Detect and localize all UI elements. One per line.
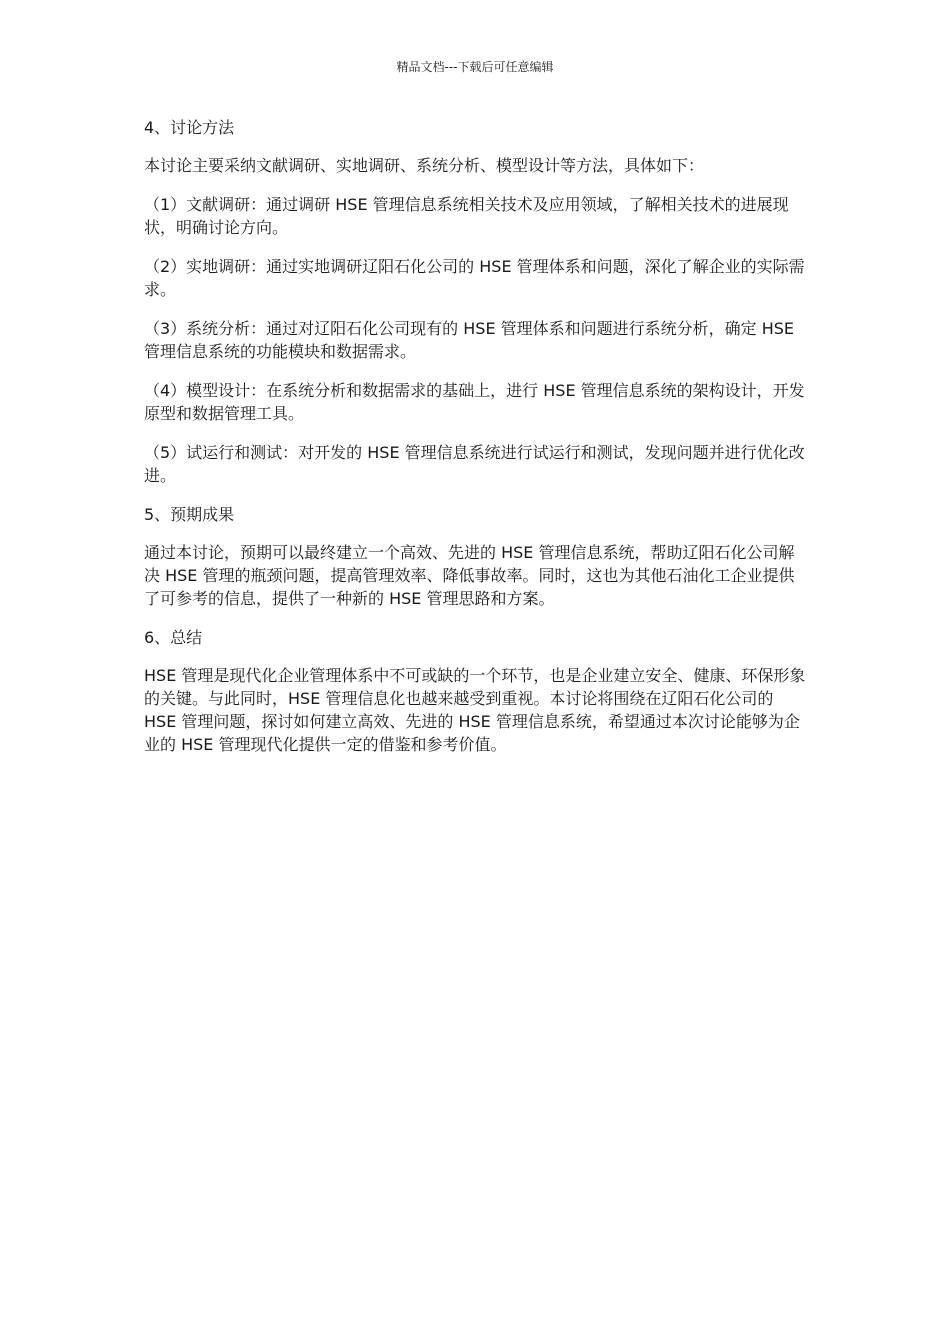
summary-body: HSE 管理是现代化企业管理体系中不可或缺的一个环节，也是企业建立安全、健康、环保形象的关键。与此同时，HSE 管理信息化也越来越受到重视。本讨论将围绕在辽阳石化公司的 HSE 管理问题，探讨如何建立高效、先进的 HSE 管理信息系统，希望通过本次讨论能够为企业的 HSE 管理现代化提供一定的借鉴和参考价值。 xyxy=(144,666,806,754)
document-body xyxy=(144,116,806,772)
methods-intro: 本讨论主要采纳文献调研、实地调研、系统分析、模型设计等方法，具体如下： xyxy=(144,156,705,175)
section-heading-expected-results: 5、预期成果 xyxy=(144,505,235,524)
section-heading-summary: 6、总结 xyxy=(144,628,203,647)
method-item-system-analysis: （3）系统分析：通过对辽阳石化公司现有的 HSE 管理体系和问题进行系统分析，确定 HSE 管理信息系统的功能模块和数据需求。 xyxy=(144,319,795,361)
method-item-trial-testing: （5）试运行和测试：对开发的 HSE 管理信息系统进行试运行和测试，发现问题并进行优化改进。 xyxy=(144,443,805,485)
expected-results-body: 通过本讨论，预期可以最终建立一个高效、先进的 HSE 管理信息系统，帮助辽阳石化公司解决 HSE 管理的瓶颈问题，提高管理效率、降低事故率。同时，这也为其他石油化工企业提供了可参考的信息，提供了一种新的 HSE 管理思路和方案。 xyxy=(144,543,795,608)
method-item-field-research: （2）实地调研：通过实地调研辽阳石化公司的 HSE 管理体系和问题，深化了解企业的实际需求。 xyxy=(144,257,805,299)
method-item-model-design: （4）模型设计：在系统分析和数据需求的基础上，进行 HSE 管理信息系统的架构设计，开发原型和数据管理工具。 xyxy=(144,381,805,423)
method-item-literature: （1）文献调研：通过调研 HSE 管理信息系统相关技术及应用领域，了解相关技术的进展现状，明确讨论方向。 xyxy=(144,195,789,237)
page-header: 精品文档---下载后可任意编辑 xyxy=(396,60,554,74)
section-heading-methods: 4、讨论方法 xyxy=(144,118,235,137)
